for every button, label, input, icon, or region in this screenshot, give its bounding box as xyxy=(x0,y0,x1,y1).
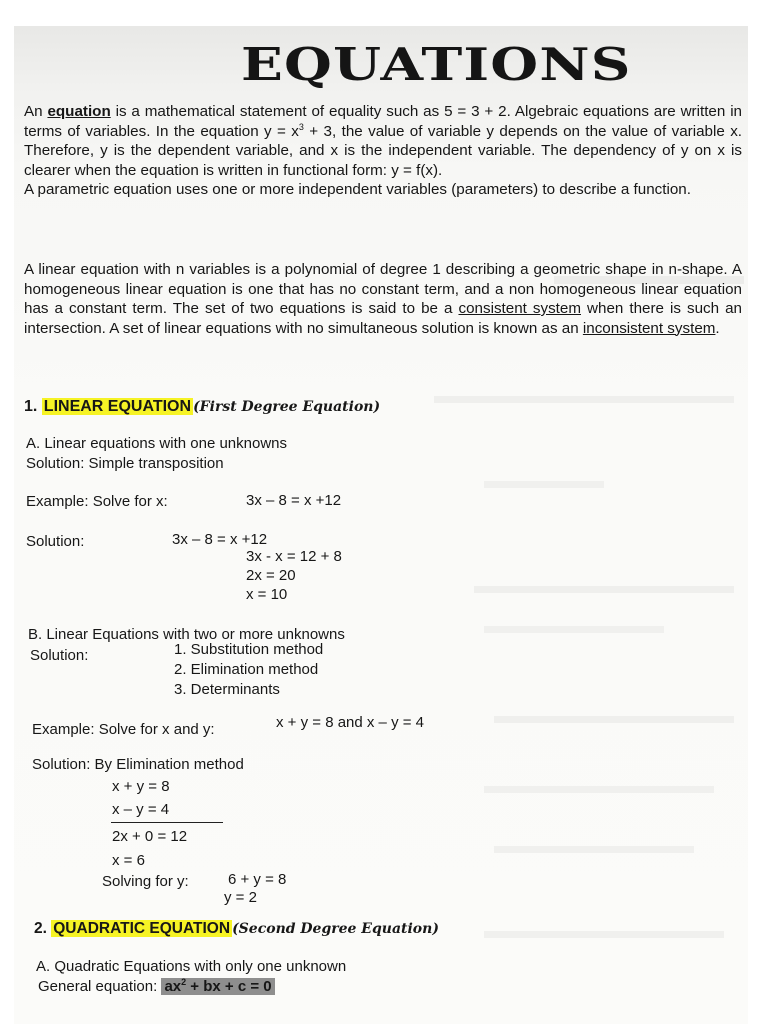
section1-a-solution: Solution: Simple transposition xyxy=(26,455,224,472)
section2-heading xyxy=(34,920,439,938)
intro-text-1: An xyxy=(24,103,48,120)
solution1-step-4: x = 10 xyxy=(246,586,288,603)
parametric-paragraph: A parametric equation uses one or more independent variables (parameters) to describe a function. xyxy=(24,181,691,198)
sum-rule xyxy=(111,822,223,823)
linear-text-1: A linear equation with n variables is a polynomial of degree 1 describing a geometric shape in n-shape. A homogeneous linear equation is one that has no constant term, and a non homogeneous linear equation has a constant term. The set of two equations is said to be a xyxy=(24,261,742,317)
example1-label: Example: Solve for x: xyxy=(26,493,168,510)
scanned-page xyxy=(14,26,748,1024)
method-1: 1. Substitution method xyxy=(174,641,324,658)
section1-number: 1. xyxy=(24,398,38,415)
general-equation xyxy=(161,978,274,995)
linear-text-2: when there is such an intersection. A set of linear equations with no simultaneous solution is known as an xyxy=(24,300,742,337)
solution1-step-2: 3x - x = 12 + 8 xyxy=(246,548,342,565)
linear-text-3: . xyxy=(715,319,720,337)
general-equation-label: General equation: xyxy=(38,978,158,995)
section1-heading xyxy=(24,398,380,416)
solution2-label: Solution: By Elimination method xyxy=(32,756,244,773)
solving-step-2: y = 2 xyxy=(224,889,257,906)
elim-line-4: x = 6 xyxy=(112,852,145,869)
section2-number: 2. xyxy=(34,920,47,937)
intro-text-2: is a mathematical statement of equality such as 5 = 3 + 2. Algebraic equations are written in terms of variables. In the equation y = x xyxy=(24,103,743,140)
solution1-label: Solution: xyxy=(26,533,85,550)
solving-step-1: 6 + y = 8 xyxy=(228,871,287,888)
section2-a-label: A. Quadratic Equations with only one unknown xyxy=(36,958,347,975)
linear-paragraph xyxy=(24,260,742,338)
section2-subtitle: (Second Degree Equation) xyxy=(232,921,439,937)
solution1-step-3: 2x = 20 xyxy=(246,567,296,584)
section1-subtitle: (First Degree Equation) xyxy=(193,399,381,415)
term-consistent-system: consistent system xyxy=(458,300,581,317)
solution1-step-1: 3x – 8 = x +12 xyxy=(172,531,268,548)
intro-paragraph xyxy=(24,102,742,200)
example2-label: Example: Solve for x and y: xyxy=(32,721,215,738)
section1-a-label: A. Linear equations with one unknowns xyxy=(26,435,288,452)
term-inconsistent-system: inconsistent system xyxy=(582,319,716,337)
elim-line-3: 2x + 0 = 12 xyxy=(112,828,188,845)
method-2: 2. Elimination method xyxy=(174,661,319,678)
section2-general-label xyxy=(38,978,275,995)
elim-line-2: x – y = 4 xyxy=(112,801,170,818)
solving-for-y-label: Solving for y: xyxy=(102,873,189,890)
general-eq-part-1: ax xyxy=(164,978,182,995)
page-title: EQUATIONS xyxy=(240,38,632,91)
section1-title: LINEAR EQUATION xyxy=(43,398,192,415)
section1-b-label: B. Linear Equations with two or more unknowns xyxy=(28,626,345,643)
general-eq-part-2: + bx + c = 0 xyxy=(186,978,272,995)
exponent: 3 xyxy=(298,121,304,132)
example2-equation: x + y = 8 and x – y = 4 xyxy=(276,714,425,731)
intro-text-3: + 3, the value of variable y depends on the value of variable x. Therefore, y is the dependent variable, and x is the independent variable. The dependency of y on x is clearer when the equation is written in functional form: y = f(x). xyxy=(24,122,743,179)
general-eq-exponent: 2 xyxy=(181,977,187,987)
example1-equation: 3x – 8 = x +12 xyxy=(246,492,342,509)
section1-b-solution-label: Solution: xyxy=(30,647,89,664)
section2-title: QUADRATIC EQUATION xyxy=(53,920,231,937)
term-equation: equation xyxy=(47,103,111,120)
elim-line-1: x + y = 8 xyxy=(112,778,170,795)
method-3: 3. Determinants xyxy=(174,681,280,698)
